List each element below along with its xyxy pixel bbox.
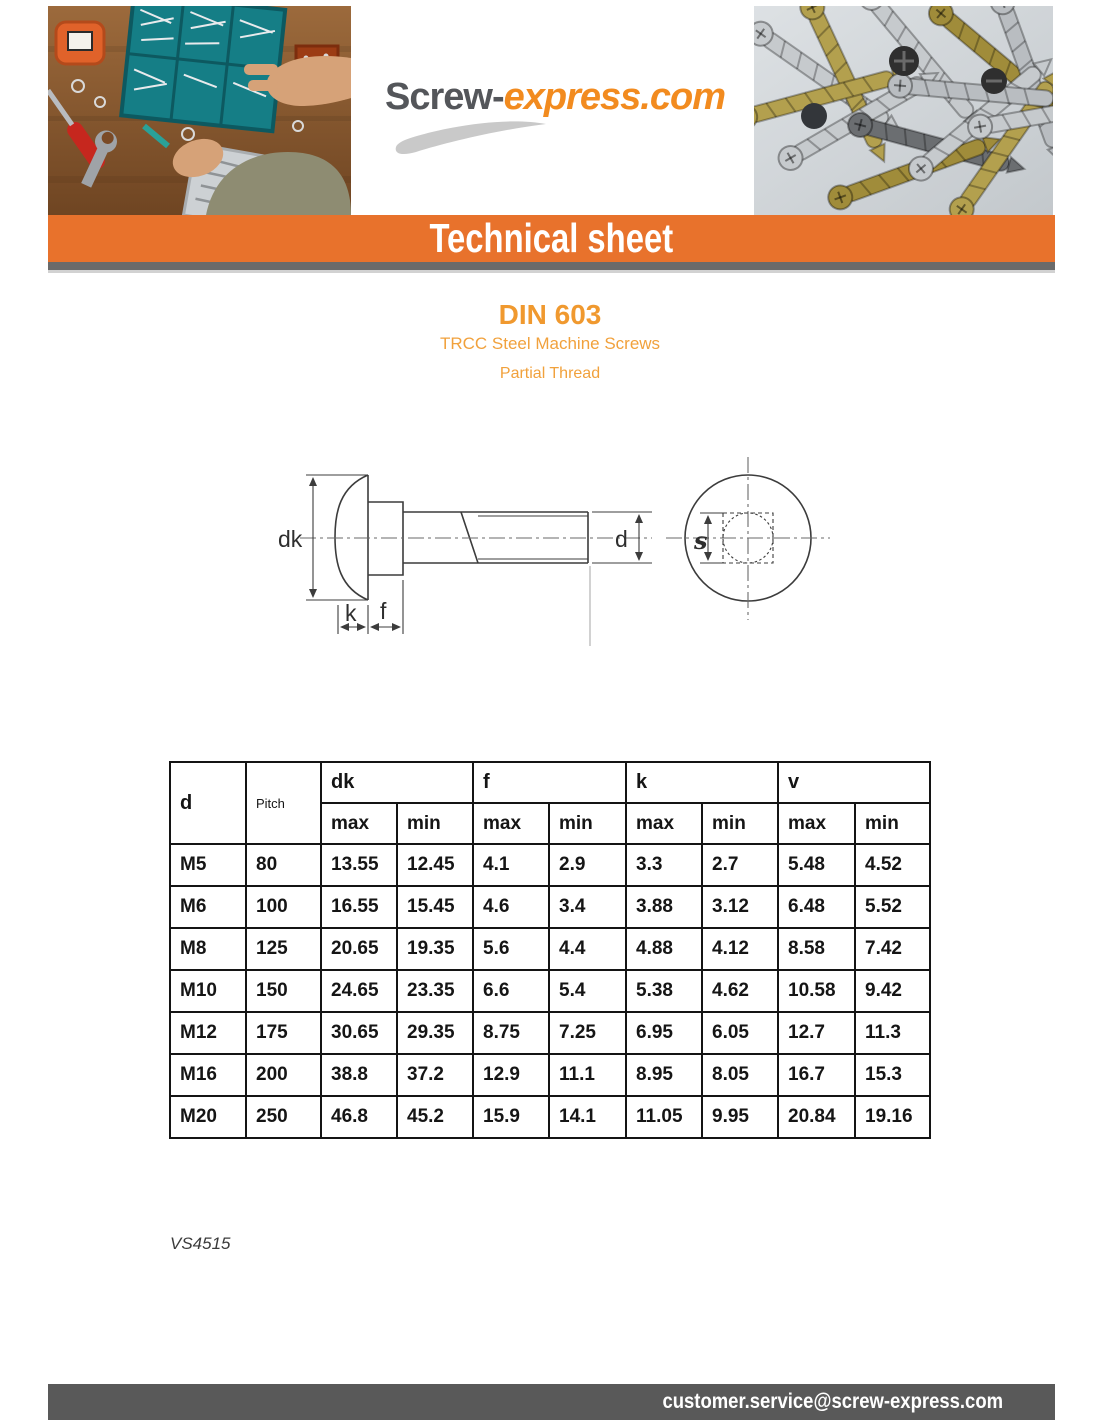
cell: 15.3 [855,1054,930,1096]
cell: 15.45 [397,886,473,928]
cell: 4.1 [473,844,549,886]
cell: 6.6 [473,970,549,1012]
table-row [170,844,930,886]
cell: 20.65 [321,928,397,970]
cell: 5.6 [473,928,549,970]
dk-label: dk [278,526,303,552]
subheader-min: min [702,803,778,844]
header-photo-screws [754,6,1053,215]
cell: 5.4 [549,970,626,1012]
cell: 29.35 [397,1012,473,1054]
cell: M16 [170,1054,246,1096]
logo-text-express: express.com [503,76,725,118]
brand-logo [385,76,725,119]
cell: 9.95 [702,1096,778,1138]
cell: 8.95 [626,1054,702,1096]
workbench-photo-illustration [48,6,351,215]
standard-title: DIN 603 [498,299,602,330]
cell: 80 [246,844,321,886]
cell: 5.48 [778,844,855,886]
header-photo-workbench [48,6,351,215]
cell: 6.48 [778,886,855,928]
subheader-min: min [549,803,626,844]
cell: 125 [246,928,321,970]
subheader-max: max [473,803,549,844]
table-row [170,886,930,928]
col-group-v: v [778,762,930,803]
col-group-f: f [473,762,626,803]
cell: 12.45 [397,844,473,886]
cell: 2.7 [702,844,778,886]
cell: 16.55 [321,886,397,928]
cell: 6.95 [626,1012,702,1054]
cell: 14.1 [549,1096,626,1138]
col-group-dk: dk [321,762,473,803]
f-label: f [380,598,387,624]
cell: 19.16 [855,1096,930,1138]
banner-title: Technical sheet [429,215,674,261]
cell: M6 [170,886,246,928]
cell: 8.05 [702,1054,778,1096]
cell: M12 [170,1012,246,1054]
footer-email[interactable]: customer.service@screw-express.com [662,1390,1003,1413]
banner-underline-dark [48,262,1055,270]
cell: 9.42 [855,970,930,1012]
cell: 4.88 [626,928,702,970]
cell: 12.7 [778,1012,855,1054]
cell: 13.55 [321,844,397,886]
col-group-k: k [626,762,778,803]
cell: 200 [246,1054,321,1096]
cell: M20 [170,1096,246,1138]
cell: M10 [170,970,246,1012]
cell: 175 [246,1012,321,1054]
product-subtitle: TRCC Steel Machine Screws [439,334,661,353]
dimension-table [169,761,931,1139]
cell: 250 [246,1096,321,1138]
table-row [170,1054,930,1096]
tape-measure [56,22,104,64]
cell: 23.35 [397,970,473,1012]
cell: 3.12 [702,886,778,928]
cell: 3.88 [626,886,702,928]
cell: 24.65 [321,970,397,1012]
reference-code: VS4515 [170,1234,231,1253]
cell: 100 [246,886,321,928]
subheader-max: max [626,803,702,844]
table-row [170,1096,930,1138]
cell: 20.84 [778,1096,855,1138]
cell: 11.3 [855,1012,930,1054]
cell: 7.25 [549,1012,626,1054]
cell: 45.2 [397,1096,473,1138]
table-row [170,1012,930,1054]
cell: 38.8 [321,1054,397,1096]
col-header-pitch: Pitch [246,762,321,844]
cell: 4.12 [702,928,778,970]
cell: 19.35 [397,928,473,970]
cell: 10.58 [778,970,855,1012]
logo-text-screw: Screw- [385,76,504,118]
subheader-max: max [321,803,397,844]
subheader-max: max [778,803,855,844]
subheader-min: min [855,803,930,844]
subheader-min: min [397,803,473,844]
cell: 4.6 [473,886,549,928]
thread-subtitle: Partial Thread [499,365,601,382]
cell: 150 [246,970,321,1012]
cell: 11.1 [549,1054,626,1096]
k-label: k [345,600,357,626]
cell: 37.2 [397,1054,473,1096]
cell: 4.62 [702,970,778,1012]
table-row [170,928,930,970]
cell: 5.38 [626,970,702,1012]
cell: 8.75 [473,1012,549,1054]
col-header-d: d [170,762,246,844]
cell: 5.52 [855,886,930,928]
cell: 12.9 [473,1054,549,1096]
banner [48,215,1055,262]
screws-photo-illustration [754,6,1053,215]
cell: M5 [170,844,246,886]
cell: M8 [170,928,246,970]
cell: 46.8 [321,1096,397,1138]
footer-bar [48,1384,1055,1420]
bolt-technical-drawing [270,443,850,653]
table-header-row-1 [170,762,930,803]
cell: 4.52 [855,844,930,886]
cell: 3.4 [549,886,626,928]
bolt-front-view [666,457,830,620]
cell: 30.65 [321,1012,397,1054]
cell: 2.9 [549,844,626,886]
cell: 4.4 [549,928,626,970]
banner-underline-light [48,270,1055,273]
table-row [170,970,930,1012]
cell: 16.7 [778,1054,855,1096]
cell: 8.58 [778,928,855,970]
d-label: d [615,526,628,552]
cell: 3.3 [626,844,702,886]
cell: 11.05 [626,1096,702,1138]
cell: 6.05 [702,1012,778,1054]
cell: 15.9 [473,1096,549,1138]
s-label: s [694,526,708,555]
cell: 7.42 [855,928,930,970]
logo-swoosh [388,116,553,161]
